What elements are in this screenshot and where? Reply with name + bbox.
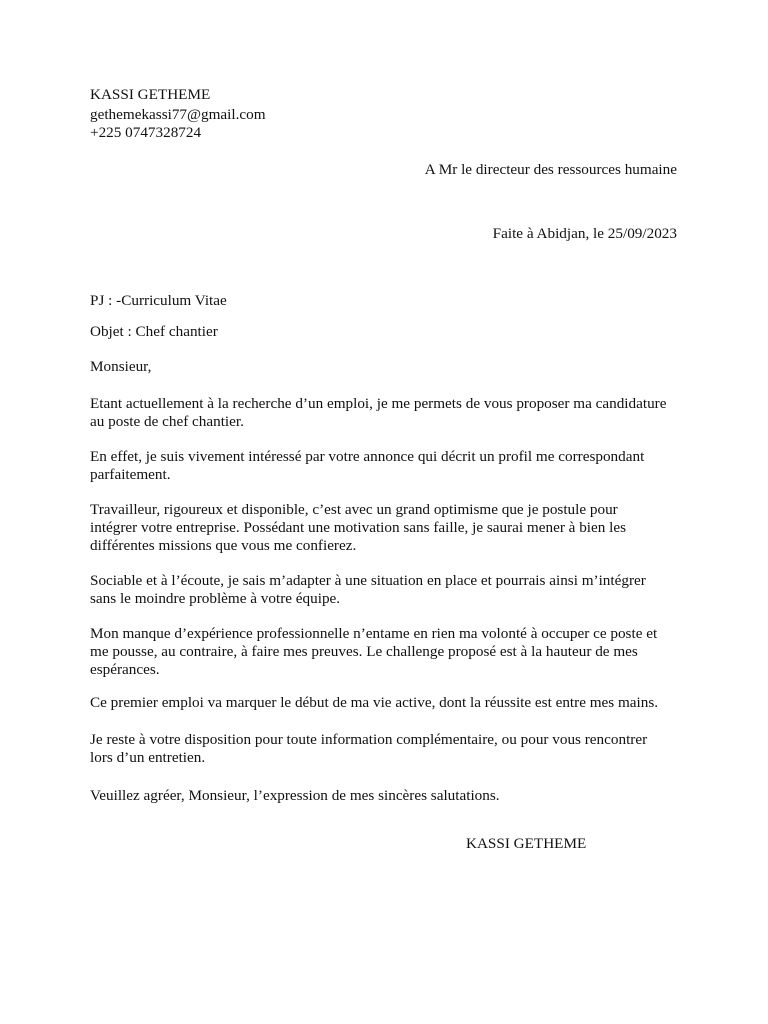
body-paragraph-8 [90, 787, 680, 805]
paragraph-line: Veuillez agréer, Monsieur, l’expression de mes sincères salutations. [90, 787, 500, 804]
paragraph-line: au poste de chef chantier. [90, 413, 244, 430]
place-date: Faite à Abidjan, le 25/09/2023 [492, 225, 677, 242]
paragraph-line: Etant actuellement à la recherche d’un emploi, je me permets de vous proposer ma candidature [90, 395, 667, 412]
paragraph-line: lors d’un entretien. [90, 749, 206, 766]
paragraph-line: Sociable et à l’écoute, je sais m’adapter à une situation en place et pourrais ainsi m’intégrer [90, 572, 646, 589]
signature: KASSI GETHEME [466, 835, 587, 852]
sender-name: KASSI GETHEME [90, 86, 211, 103]
body-paragraph-6 [90, 694, 680, 712]
body-paragraph-3 [90, 501, 680, 555]
paragraph-line: intégrer votre entreprise. Possédant une motivation sans faille, je saurai mener à bien les [90, 519, 627, 536]
sender-email: gethemekassi77@gmail.com [90, 106, 266, 123]
body-paragraph-5 [90, 625, 680, 679]
paragraph-line: différentes missions que vous me confierez. [90, 537, 357, 554]
sender-phone: +225 0747328724 [90, 124, 202, 141]
paragraph-line: parfaitement. [90, 466, 171, 483]
paragraph-line: me pousse, au contraire, à faire mes preuves. Le challenge proposé est à la hauteur de mes [90, 643, 638, 660]
subject-line: Objet : Chef chantier [90, 323, 218, 340]
body-paragraph-2 [90, 448, 680, 484]
paragraph-line: Travailleur, rigoureux et disponible, c’est avec un grand optimisme que je postule pour [90, 501, 618, 518]
attachment-line: PJ : -Curriculum Vitae [90, 292, 227, 309]
recipient-line: A Mr le directeur des ressources humaine [424, 161, 677, 178]
body-paragraph-7 [90, 731, 680, 767]
paragraph-line: Je reste à votre disposition pour toute information complémentaire, ou pour vous rencontrer [90, 731, 648, 748]
paragraph-line: En effet, je suis vivement intéressé par votre annonce qui décrit un profil me correspondant [90, 448, 645, 465]
body-paragraph-4 [90, 572, 680, 608]
salutation: Monsieur, [90, 358, 152, 375]
paragraph-line: espérances. [90, 661, 160, 678]
paragraph-line: Ce premier emploi va marquer le début de ma vie active, dont la réussite est entre mes mains. [90, 694, 659, 711]
paragraph-line: Mon manque d’expérience professionnelle n’entame en rien ma volonté à occuper ce poste et [90, 625, 658, 642]
paragraph-line: sans le moindre problème à votre équipe. [90, 590, 341, 607]
body-paragraph-1 [90, 395, 680, 431]
